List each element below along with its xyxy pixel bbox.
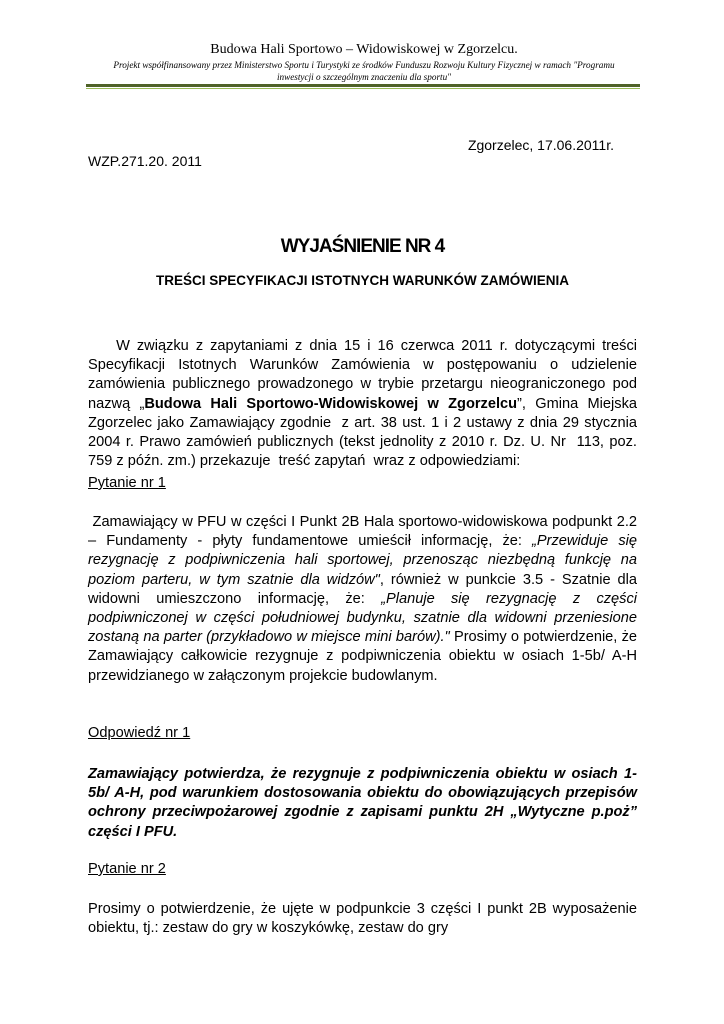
project-name: Budowa Hali Sportowo-Widowiskowej w Zgorzelcu — [144, 395, 518, 412]
answer-1-text: Zamawiający potwierdza, że rezygnuje z podpiwniczenia obiektu w osiach 1-5b/ A-H, pod warunkiem dostosowania obiektu do obowiązujących przepisów ochrony przeciwpożarowej zgodnie z zapisami punktu 2H „Wytyczne p.poż” części I PFU. — [88, 766, 637, 840]
question-1-text-2: , również w punkcie 3.5 - Szatnie dla widowni umieszczono informację, że: — [88, 571, 642, 607]
header-subtitle-line-1: Projekt współfinansowany przez Ministerstwo Sportu i Turystyki ze środków Funduszu Rozwoju Kultury Fizycznej w ramach "Programu — [113, 60, 615, 70]
document-date: Zgorzelec, 17.06.2011r. — [467, 137, 614, 153]
question-1-text-1: Zamawiający w PFU w części I Punkt 2B Hala sportowo-widowiskowa podpunkt 2.2 – Fundamenty - płyty fundamentowe umieścił informację, że: — [88, 514, 642, 550]
header-subtitle-line-2: inwestycji o szczególnym znaczeniu dla sportu" — [276, 72, 452, 82]
question-2-text: Prosimy o potwierdzenie, że ujęte w podpunkcie 3 części I punkt 2B wyposażenie obiektu, tj.: zestaw do gry w koszykówkę, zestaw do gry — [88, 901, 637, 937]
intro-paragraph — [88, 337, 642, 471]
header-block — [88, 41, 640, 83]
header-subtitle — [88, 59, 640, 83]
document-subtitle: TREŚCI SPECYFIKACJI ISTOTNYCH WARUNKÓW ZAMÓWIENIA — [155, 273, 569, 288]
question-1-paragraph — [88, 513, 642, 686]
question-1-text-3: Prosimy o potwierdzenie, że Zamawiający całkowicie rezygnuje z podpiwniczenia obiektu w osiach 1-5b/ A-H przewidzianego w załączonym projekcie budowlanym. — [88, 629, 642, 684]
question-2-label: Pytanie nr 2 — [88, 861, 166, 877]
header-title: Budowa Hali Sportowo – Widowiskowej w Zgorzelcu. — [210, 42, 518, 57]
header-divider-thick — [86, 84, 640, 87]
document-title: WYJAŚNIENIE NR 4 — [280, 236, 445, 257]
document-reference: WZP.271.20. 2011 — [88, 153, 202, 169]
question-1-quote-2: „Planuje się rezygnację z części podpiwniczonej w części południowej budynku, szatnie dla widowni przeniesione zostaną na parter (przykładowo w miejsce mini barów)." — [88, 590, 642, 646]
intro-text-2: ”, Gmina Miejska Zgorzelec jako Zamawiający zgodnie z art. 38 ust. 1 i 2 ustawy z dnia 29 stycznia 2004 r. Prawo zamówień publicznych (tekst jednolity z 2010 r. Dz. U. Nr 113, poz. 759 z późn. zm.) przekazuje treść zapytań wraz z odpowiedziami: — [88, 395, 642, 470]
header-divider-thin — [86, 88, 640, 89]
question-1-quote-1: „Przewiduje się rezygnację z podpiwniczenia hali sportowej, przenosząc niezbędną funkcję na poziom parteru, w tym szatnie dla widzów" — [88, 533, 642, 588]
question-1-label: Pytanie nr 1 — [88, 475, 166, 491]
answer-1-label: Odpowiedź nr 1 — [88, 725, 191, 741]
intro-text-1: W związku z zapytaniami z dnia 15 i 16 czerwca 2011 r. dotyczącymi treści Specyfikacji Istotnych Warunków Zamówienia w postępowaniu o udzielenie zamówienia publicznego prowadzonego w trybie przetargu nieograniczonego pod nazwą „ — [88, 338, 642, 412]
